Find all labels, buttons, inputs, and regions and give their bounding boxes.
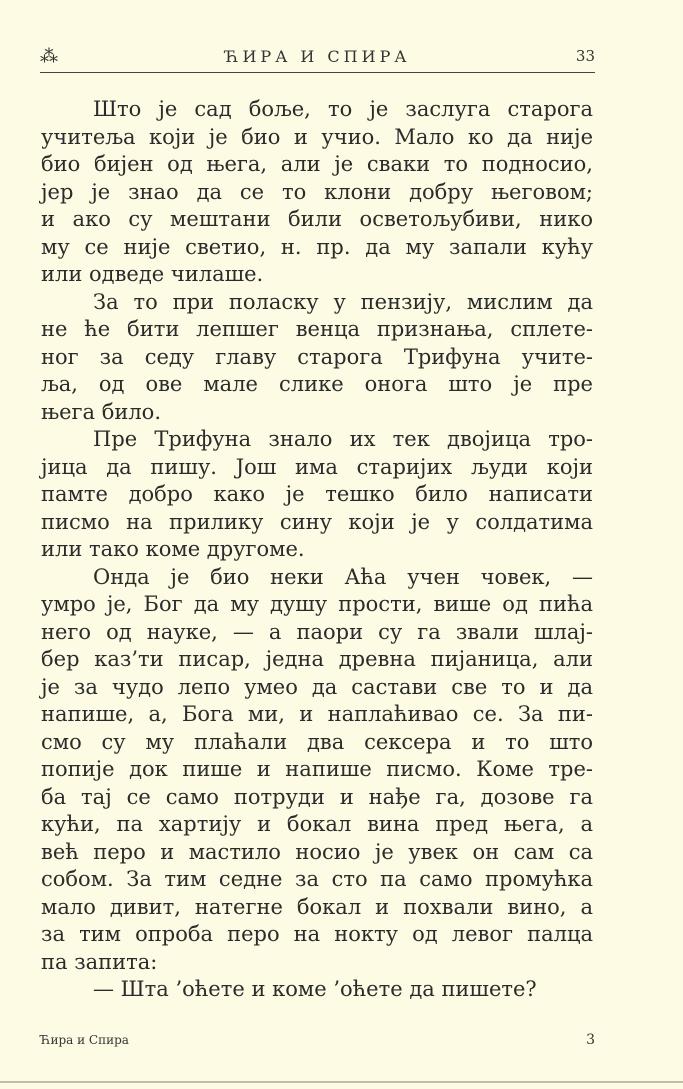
- text-line: него од науке, — а паори су га звали шлај-: [41, 619, 593, 644]
- text-line: Што је сад боље, то је заслуга старога: [93, 97, 593, 121]
- text-line: ља, од ове мале слике онога што је пре: [41, 372, 593, 396]
- text-line: памте добро како је тешко било написати: [41, 482, 593, 506]
- text-line: и ако су мештани били осветољубиви, нико: [41, 207, 593, 231]
- text-line: кући, па хартију и бокал вина пред њега, а: [41, 812, 593, 836]
- paragraph: [41, 426, 593, 564]
- scan-edge: [0, 1081, 683, 1083]
- text-line: или тако коме другоме.: [41, 537, 305, 561]
- text-line: Пре Трифуна знало их тек двојица тро-: [93, 427, 593, 451]
- text-line: или одведе чилаше.: [41, 262, 264, 286]
- text-line: је за чудо лепо умео да састави све то и да: [41, 674, 593, 699]
- ornament-icon: ⁂: [40, 45, 58, 67]
- text-line: собом. За тим седне за сто па само промућка: [41, 867, 593, 891]
- text-line: му се није светио, н. пр. да му запали кућу: [41, 234, 593, 259]
- page-number: 33: [575, 47, 595, 65]
- text-line: попије док пише и напише писмо. Коме тре-: [41, 757, 593, 781]
- signature-mark: 3: [586, 1032, 595, 1048]
- running-title: ЋИРА И СПИРА: [224, 46, 411, 66]
- text-line: писмо на прилику сину који је у солдатима: [41, 509, 593, 534]
- text-line: учитеља који је био и учио. Мало ко да није: [41, 124, 593, 149]
- text-line: јер је знао да се то клони добру његовом;: [41, 179, 593, 204]
- text-line: смо су му плаћали два сексера и то што: [41, 729, 593, 754]
- text-line: За то при поласку у пензију, мислим да: [93, 289, 593, 314]
- text-line: био бијен од њега, али је сваки то подносио,: [41, 152, 593, 176]
- text-line: ба тај се само потруди и нађе га, дозове га: [41, 784, 593, 809]
- paragraph: [41, 96, 593, 289]
- text-line: — Шта ’оћете и коме ’оћете да пишете?: [93, 977, 537, 1001]
- text-line: ног за седу главу старога Трифуна учите-: [41, 344, 593, 369]
- text-line: већ перо и мастило носио је увек он сам са: [41, 839, 593, 864]
- paragraph: [41, 289, 593, 427]
- text-line: мало дивит, натегне бокал и похвали вино, а: [41, 894, 593, 919]
- text-line: јица да пишу. Још има старијих људи који: [41, 454, 593, 479]
- page-footer: [40, 1030, 595, 1050]
- text-line: бер каз’ти писар, једна древна пијаница, али: [41, 647, 593, 671]
- text-line: напише, а, Бога ми, и наплаћивао се. За пи-: [41, 702, 593, 726]
- footer-book-title: Ћира и Спира: [40, 1033, 129, 1047]
- text-line: умро је, Бог да му душу прости, више од пића: [41, 592, 593, 616]
- running-header: [40, 41, 595, 71]
- text-line: не ће бити лепшег венца признања, сплете-: [41, 317, 593, 341]
- text-line: за тим опроба перо на нокту од левог палца: [41, 922, 593, 946]
- paragraph: [41, 564, 593, 977]
- body-text: [41, 96, 593, 1004]
- text-line: па запита:: [41, 949, 158, 974]
- text-line: Онда је био неки Аћа учен човек, —: [93, 564, 593, 589]
- paragraph: [41, 976, 593, 1004]
- text-line: њега било.: [41, 399, 161, 424]
- header-rule: [40, 72, 595, 73]
